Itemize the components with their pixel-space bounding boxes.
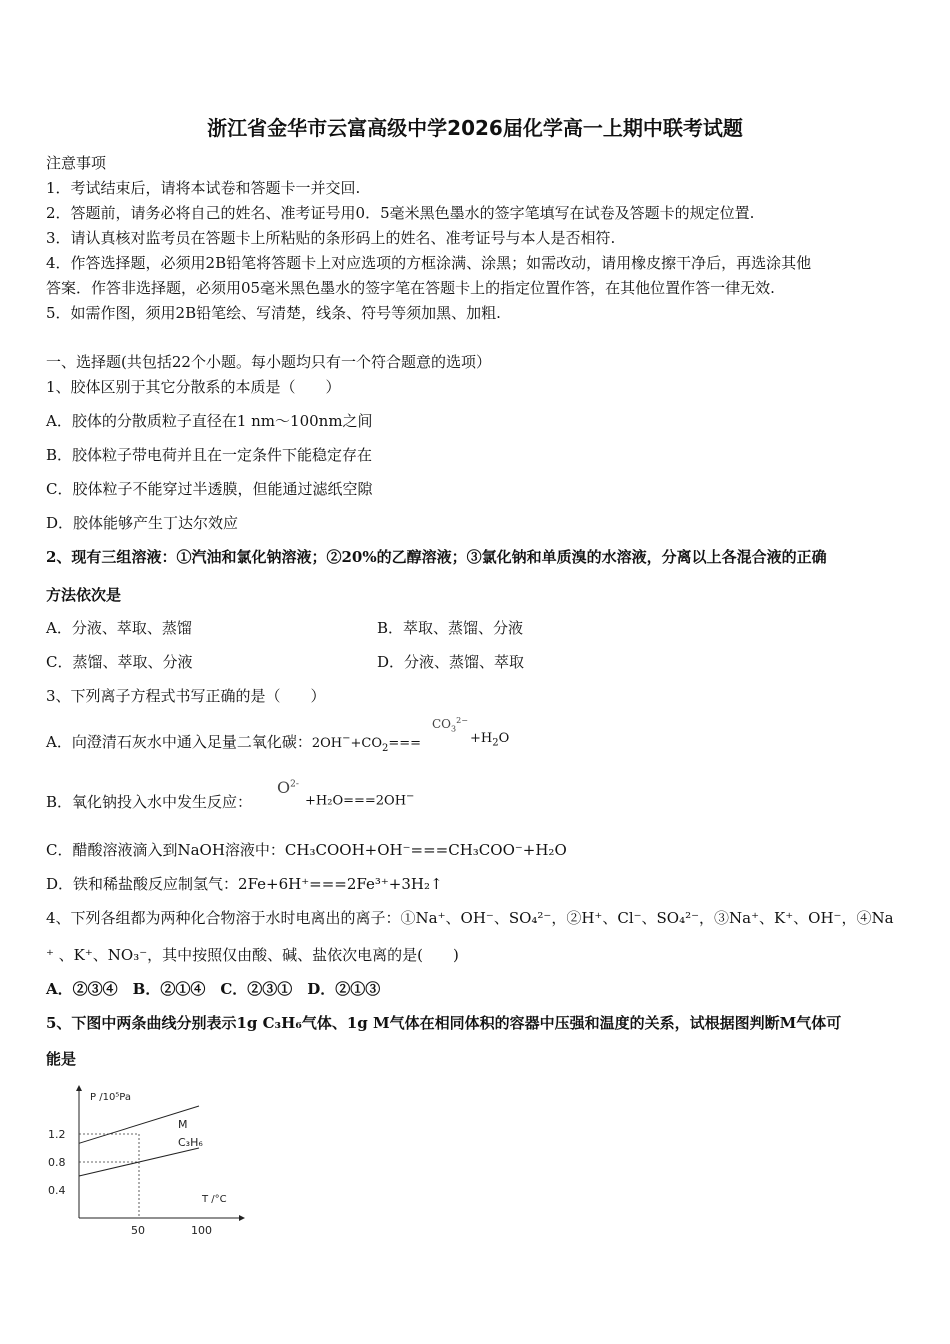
q2-option-c: C．蒸馏、萃取、分液: [46, 653, 193, 671]
series-lines: [79, 1106, 203, 1176]
q2-option-a: A．分液、萃取、蒸馏: [46, 619, 192, 637]
q1-stem: 1、胶体区别于其它分散系的本质是（ ）: [46, 378, 341, 396]
q2-option-d: D．分液、蒸馏、萃取: [377, 653, 525, 671]
x-tick-label: 50: [131, 1224, 145, 1237]
y-tick-label: 1.2: [48, 1128, 66, 1141]
notice-item-4: 4．作答选择题，必须用2B铅笔将答题卡上对应选项的方框涂满、涂黑；如需改动，请用橡皮擦干净后，再选涂其他: [46, 254, 812, 272]
q4-stem-line1: 4、下列各组都为两种化合物溶于水时电离出的离子：①Na⁺、OH⁻、SO₄²⁻，②H⁺、Cl⁻、SO₄²⁻，③Na⁺、K⁺、OH⁻，④Na: [46, 909, 894, 927]
pressure-temperature-chart: [44, 1078, 254, 1238]
q1-option-c: C．胶体粒子不能穿过半透膜，但能通过滤纸空隙: [46, 480, 373, 498]
q2-option-b: B．萃取、蒸馏、分液: [377, 619, 524, 637]
q3-b-oxide-ion: $O^{2-}$: [277, 778, 299, 797]
notice-item-1: 1．考试结束后，请将本试卷和答题卡一并交回.: [46, 179, 361, 197]
q1-option-a: A．胶体的分散质粒子直径在1 nm～100nm之间: [46, 412, 373, 430]
series-label: M: [178, 1118, 188, 1131]
y-tick-label: 0.4: [48, 1184, 66, 1197]
q2-stem-line2: 方法依次是: [46, 586, 122, 604]
q1-option-b: B．胶体粒子带电荷并且在一定条件下能稳定存在: [46, 446, 373, 464]
q1-option-d: D．胶体能够产生丁达尔效应: [46, 514, 239, 532]
notice-item-4-cont: 答案．作答非选择题，必须用05毫米黑色墨水的签字笔在答题卡上的指定位置作答，在其他位置作答一律无效.: [46, 279, 775, 297]
q3-stem: 3、下列离子方程式书写正确的是（ ）: [46, 687, 326, 705]
x-tick-label: 100: [191, 1224, 212, 1237]
q3-option-c: C．醋酸溶液滴入到NaOH溶液中：CH₃COOH+OH⁻===CH₃COO⁻+H₂O: [46, 841, 567, 859]
section-heading: 一、选择题(共包括22个小题。每小题均只有一个符合题意的选项）: [46, 353, 491, 371]
q5-stem-line2: 能是: [46, 1050, 77, 1068]
q3-option-a: A．向澄清石灰水中通入足量二氧化碳：$2OH^-+CO_2===$: [46, 733, 422, 754]
q3-a-arrow: ===: [388, 736, 422, 751]
q3-a-tail: $+H_2O$: [470, 731, 510, 749]
q4-options: A．②③④ B．②①④ C．②③① D．②①③: [46, 980, 381, 998]
series-label: C₃H₆: [178, 1136, 203, 1149]
q3-a-label: A．向澄清石灰水中通入足量二氧化碳：: [46, 733, 312, 751]
y-tick-label: 0.8: [48, 1156, 66, 1169]
q3-a-mid: +CO: [350, 736, 382, 751]
q3-option-b: B．氧化钠投入水中发生反应：: [46, 793, 253, 811]
guide-lines: [79, 1134, 139, 1218]
q2-stem-line1: 2、现有三组溶液：①汽油和氯化钠溶液；②20%的乙醇溶液；③氯化钠和单质溴的水溶液，分离以上各混合液的正确: [46, 548, 827, 566]
q5-stem-line1: 5、下图中两条曲线分别表示1g C₃H₆气体、1g M气体在相同体积的容器中压强和温度的关系，试根据图判断M气体可: [46, 1014, 842, 1032]
q3-b-tail: +H₂O===2OH−: [305, 791, 415, 809]
q3-option-d: D．铁和稀盐酸反应制氢气：2Fe+6H⁺===2Fe³⁺+3H₂↑: [46, 875, 443, 893]
notice-item-2: 2．答题前，请务必将自己的姓名、准考证号用0．5毫米黑色墨水的签字笔填写在试卷及答题卡的规定位置.: [46, 204, 755, 222]
notice-item-5: 5．如需作图，须用2B铅笔绘、写清楚，线条、符号等须加黑、加粗.: [46, 304, 501, 322]
notice-item-3: 3．请认真核对监考员在答题卡上所粘贴的条形码上的姓名、准考证号与本人是否相符.: [46, 229, 616, 247]
q4-stem-line2: ⁺ 、K⁺、NO₃⁻，其中按照仅由酸、碱、盐依次电离的是( ): [46, 946, 459, 964]
q3-a-left: 2OH: [311, 736, 343, 751]
notice-heading: 注意事项: [46, 154, 107, 172]
page-title: 浙江省金华市云富高级中学2026届化学高一上期中联考试题: [207, 116, 743, 140]
y-axis-label: P /10⁵Pa: [90, 1092, 132, 1103]
x-axis-label: T /°C: [202, 1194, 227, 1205]
q3-a-carbonate: $CO_3^{2-}$: [432, 716, 468, 734]
